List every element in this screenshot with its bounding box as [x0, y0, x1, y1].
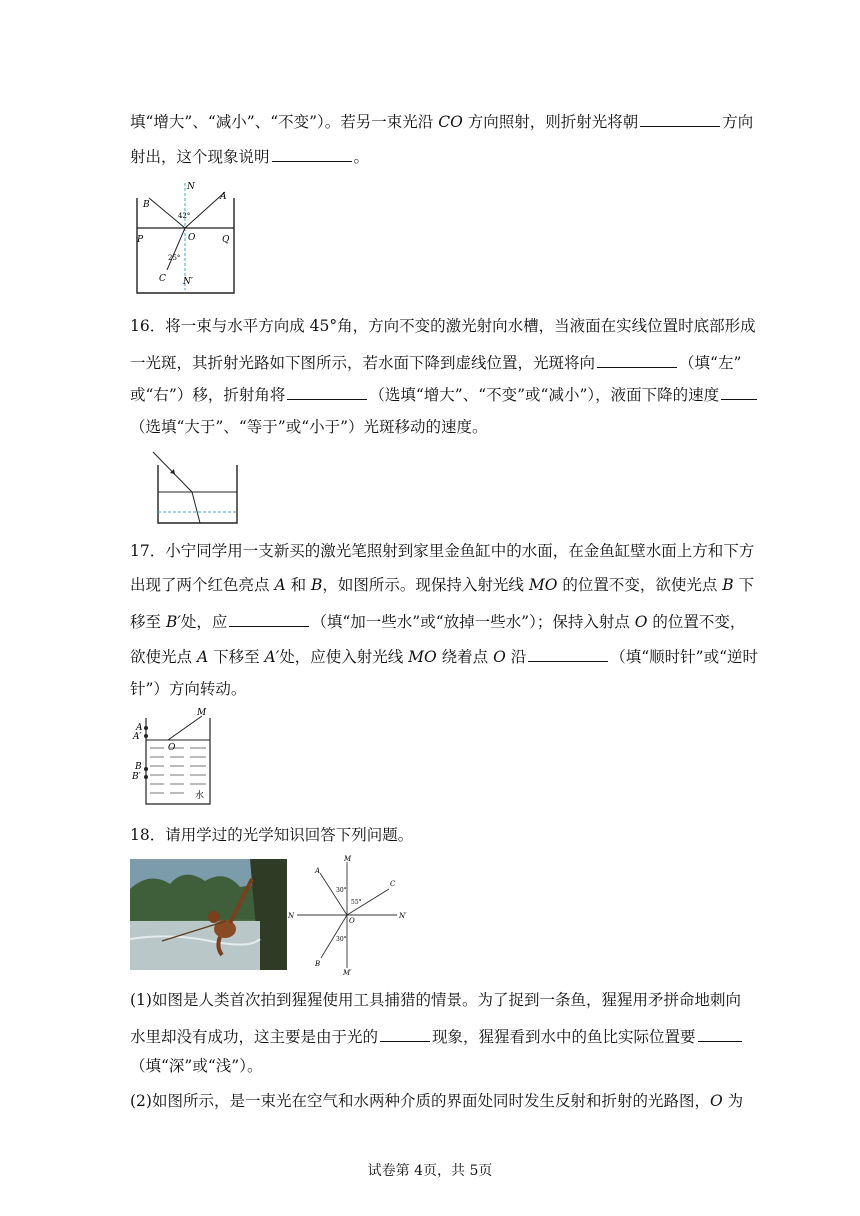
text: 移至 — [130, 613, 166, 631]
label-B: B — [135, 762, 142, 772]
label-P: P — [137, 235, 144, 245]
text: O — [709, 1092, 723, 1110]
text: 现象，猩猩看到水中的鱼比实际位置要 — [432, 1028, 696, 1046]
q17-line2 — [130, 575, 755, 595]
answer-blank[interactable] — [721, 383, 757, 400]
q18-figure — [285, 854, 415, 978]
q16-line3 — [130, 383, 730, 405]
text: （填“顺时针”或“逆时 — [610, 648, 759, 666]
label-A: A — [315, 867, 321, 875]
q17-line1: 17．小宁同学用一支新买的激光笔照射到家里金鱼缸中的水面，在金鱼缸壁水面上方和下方 — [130, 542, 755, 560]
label-angle30-bottom: 30° — [336, 936, 347, 943]
q18-p1-line1: (1)如图是人类首次拍到猩猩使用工具捕猎的情景。为了捉到一条鱼，猩猩用矛拼命地刺向 — [130, 991, 741, 1009]
q16-line2 — [130, 351, 742, 373]
text: 或“右”）移，折射角将 — [130, 386, 286, 404]
q16-line1: 16．将一束与水平方向成 45°角，方向不变的激光射向水槽，当液面在实线位置时底部形成 — [130, 317, 756, 335]
text: 一光斑，其折射光路如下图所示，若水面下降到虚线位置，光斑将向 — [130, 354, 596, 372]
q17-line4 — [130, 645, 759, 667]
text: 方向照射，则折射光将朝 — [462, 113, 639, 131]
label-N-prime: N′ — [183, 277, 193, 287]
text: 水里却没有成功，这主要是由于光的 — [130, 1028, 379, 1046]
answer-blank[interactable] — [640, 110, 720, 127]
text: (2)如图所示，是一束光在空气和水两种介质的界面处同时发生反射和折射的光路图， — [130, 1092, 710, 1110]
q18-p1-line2 — [130, 1025, 730, 1047]
q17-line5: 针”）方向转动。 — [130, 680, 247, 698]
label-C: C — [159, 274, 166, 284]
q18-line1: 18．请用学过的光学知识回答下列问题。 — [130, 826, 414, 844]
text: 沿 — [505, 648, 527, 666]
orangutan-photo — [130, 859, 287, 970]
label-B-prime: B′ — [132, 772, 141, 782]
q18-p2-line1 — [130, 1091, 744, 1111]
label-M: M — [197, 708, 207, 718]
label-M-prime: M′ — [343, 969, 352, 977]
label-O: O — [349, 917, 355, 925]
text: 填“增大”、“减小”、“不变”）。若另一束光沿 — [130, 113, 439, 131]
label-A: A — [136, 723, 143, 733]
text: A — [274, 576, 286, 594]
answer-blank[interactable] — [698, 1025, 742, 1042]
text: 。 — [353, 148, 370, 166]
text: 处，应 — [180, 613, 228, 631]
label-B: B — [315, 960, 321, 968]
text: （填“左” — [679, 354, 742, 372]
label-angle1: 42° — [178, 212, 191, 220]
text: 和 — [285, 576, 311, 594]
label-B: B — [143, 200, 150, 210]
text: 出现了两个红色亮点 — [130, 576, 275, 594]
label-O: O — [188, 233, 196, 243]
text: 的位置不变，欲使光点 — [557, 576, 723, 594]
label-O: O — [168, 743, 176, 753]
label-N: N — [288, 912, 295, 920]
q17-line3 — [130, 610, 746, 632]
text: B — [722, 576, 734, 594]
text: A′ — [264, 648, 280, 666]
text: CO — [438, 113, 463, 131]
label-Q: Q — [222, 235, 230, 245]
text: 绕着点 — [436, 648, 494, 666]
answer-blank[interactable] — [380, 1025, 430, 1042]
label-angle55: 55° — [351, 899, 362, 906]
answer-blank[interactable] — [272, 145, 352, 162]
text: 射出，这个现象说明 — [130, 148, 270, 166]
text: MO — [408, 648, 437, 666]
text: 下移至 — [208, 648, 265, 666]
label-A-prime: A′ — [133, 732, 142, 742]
text: 下 — [733, 576, 755, 594]
label-M: M — [344, 855, 352, 863]
q16-line4: （选填“大于”、“等于”或“小于”）光斑移动的速度。 — [130, 418, 488, 436]
text: MO — [528, 576, 558, 594]
text: 欲使光点 — [130, 648, 197, 666]
text: A — [196, 648, 209, 666]
text: 处，应使入射光线 — [279, 648, 409, 666]
page-footer: 试卷第 4页，共 5页 — [367, 1163, 493, 1179]
text: B′ — [165, 613, 181, 631]
text: （选填“增大”、“不变”或“减小”），液面下降的速度 — [369, 386, 720, 404]
q15-line2 — [130, 145, 730, 167]
text: 方向 — [722, 113, 754, 131]
q15-line1 — [130, 110, 754, 132]
text: （填“加一些水”或“放掉一些水”）；保持入射点 — [311, 613, 635, 631]
answer-blank[interactable] — [528, 645, 608, 662]
label-angle30-top: 30° — [336, 887, 347, 894]
answer-blank[interactable] — [597, 351, 677, 368]
text: 为 — [722, 1092, 744, 1110]
label-A: A — [220, 192, 227, 202]
text: 的位置不变， — [647, 613, 746, 631]
text: O — [634, 613, 648, 631]
answer-blank[interactable] — [287, 383, 367, 400]
label-water: 水 — [195, 791, 205, 801]
answer-blank[interactable] — [229, 610, 309, 627]
text: B — [311, 576, 323, 594]
label-N: N — [187, 182, 195, 192]
label-N-prime: N′ — [399, 912, 407, 920]
q16-figure — [150, 450, 242, 526]
text: O — [493, 648, 506, 666]
q17-figure — [130, 706, 220, 806]
text: ，如图所示。现保持入射光线 — [322, 576, 529, 594]
label-C: C — [390, 880, 396, 888]
q18-p1-line3: （填“深”或“浅”）。 — [130, 1057, 263, 1075]
label-angle2: 25° — [168, 254, 181, 262]
q15-figure — [130, 178, 240, 296]
